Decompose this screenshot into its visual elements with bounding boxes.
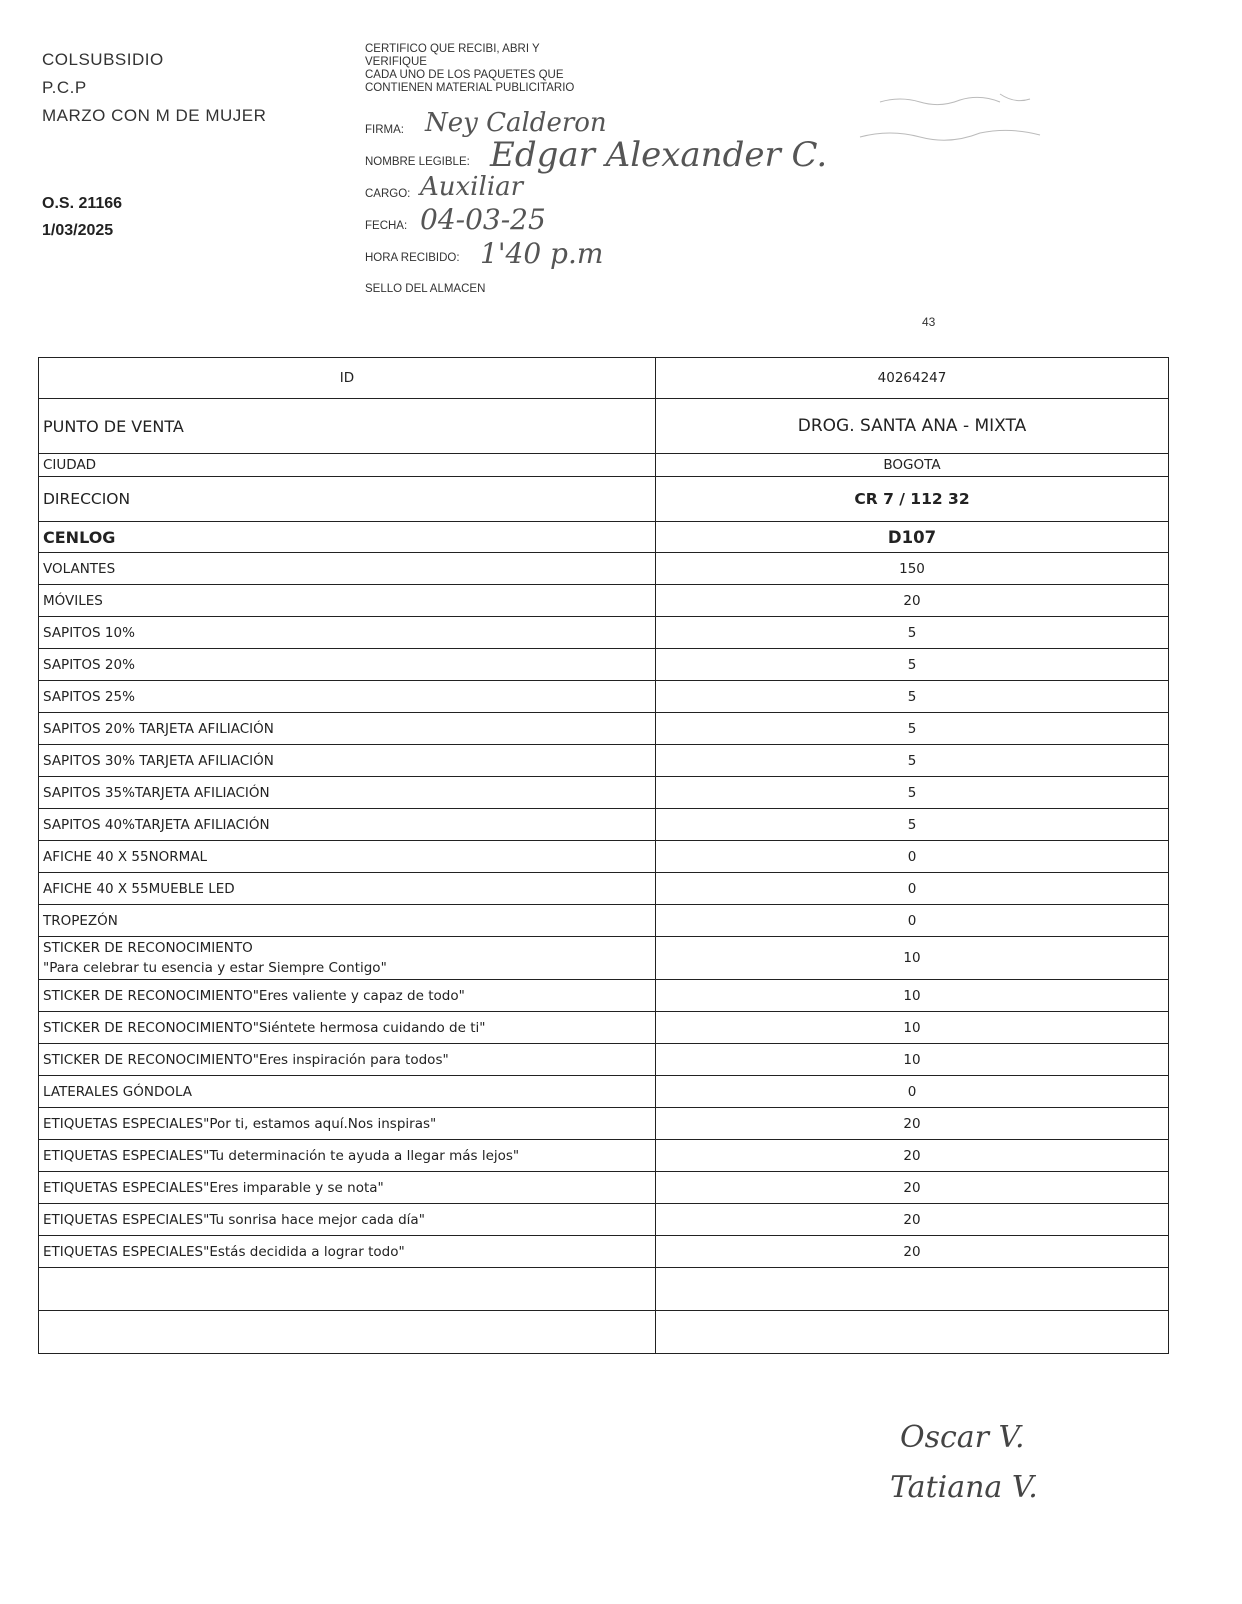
item-label: SAPITOS 30% TARJETA AFILIACIÓN: [39, 745, 656, 777]
item-quantity: 0: [656, 1076, 1169, 1108]
item-quantity: 5: [656, 649, 1169, 681]
table-row: [39, 745, 1169, 777]
table-row: [39, 358, 1169, 399]
item-quantity: 20: [656, 1236, 1169, 1268]
table-row: [39, 1044, 1169, 1076]
ciudad-label: CIUDAD: [39, 454, 656, 477]
item-label: STICKER DE RECONOCIMIENTO"Siéntete hermosa cuidando de ti": [39, 1012, 656, 1044]
punto-venta-value: DROG. SANTA ANA - MIXTA: [656, 399, 1169, 454]
item-label: ETIQUETAS ESPECIALES"Eres imparable y se nota": [39, 1172, 656, 1204]
cargo-label: CARGO:: [365, 188, 411, 200]
hora-handwritten: 1'40 p.m: [480, 237, 604, 270]
item-label: LATERALES GÓNDOLA: [39, 1076, 656, 1108]
item-quantity: 5: [656, 681, 1169, 713]
table-row: [39, 477, 1169, 522]
item-quantity: 150: [656, 553, 1169, 585]
order-number: O.S. 21166: [42, 195, 123, 212]
sello-label: SELLO DEL ALMACEN: [365, 283, 486, 295]
empty-cell: [656, 1311, 1169, 1354]
empty-cell: [656, 1268, 1169, 1311]
table-row: [39, 649, 1169, 681]
table-row: [39, 454, 1169, 477]
page-number: 43: [922, 315, 936, 329]
item-quantity: 5: [656, 617, 1169, 649]
hora-label: HORA RECIBIDO:: [365, 252, 460, 264]
certificate-line: CADA UNO DE LOS PAQUETES QUE: [365, 69, 564, 81]
table-row: [39, 399, 1169, 454]
signature-oscar: Oscar V.: [900, 1420, 1025, 1455]
table-row: [39, 522, 1169, 553]
item-label: MÓVILES: [39, 585, 656, 617]
item-quantity: 20: [656, 585, 1169, 617]
item-quantity: 0: [656, 841, 1169, 873]
item-label: SAPITOS 20% TARJETA AFILIACIÓN: [39, 713, 656, 745]
item-label: AFICHE 40 X 55NORMAL: [39, 841, 656, 873]
table-row: [39, 1236, 1169, 1268]
item-quantity: 5: [656, 713, 1169, 745]
empty-cell: [39, 1268, 656, 1311]
item-quantity: 10: [656, 1012, 1169, 1044]
table-row: [39, 1172, 1169, 1204]
fecha-handwritten: 04-03-25: [420, 203, 546, 236]
item-quantity: 0: [656, 905, 1169, 937]
table-row: [39, 809, 1169, 841]
table-row: [39, 1204, 1169, 1236]
item-label: VOLANTES: [39, 553, 656, 585]
direccion-value: CR 7 / 112 32: [656, 477, 1169, 522]
campaign-name: MARZO CON M DE MUJER: [42, 106, 267, 125]
certificate-text: [365, 43, 665, 95]
table-row: [39, 841, 1169, 873]
table-row: [39, 905, 1169, 937]
item-label-line1: STICKER DE RECONOCIMIENTO: [43, 940, 253, 956]
cenlog-value: D107: [656, 522, 1169, 553]
item-quantity: 10: [656, 937, 1169, 980]
item-quantity: 20: [656, 1140, 1169, 1172]
order-date: 1/03/2025: [42, 222, 114, 239]
empty-cell: [39, 1311, 656, 1354]
table-row: [39, 873, 1169, 905]
direccion-label: DIRECCION: [39, 477, 656, 522]
table-row: [39, 777, 1169, 809]
cenlog-label: CENLOG: [39, 522, 656, 553]
item-label: STICKER DE RECONOCIMIENTO"Eres valiente y capaz de todo": [39, 980, 656, 1012]
item-quantity: 0: [656, 873, 1169, 905]
id-value: 40264247: [656, 358, 1169, 399]
punto-venta-label: PUNTO DE VENTA: [39, 399, 656, 454]
empty-row: [39, 1311, 1169, 1354]
item-label: STICKER DE RECONOCIMIENTO"Eres inspiración para todos": [39, 1044, 656, 1076]
item-label: SAPITOS 10%: [39, 617, 656, 649]
header-order-block: [42, 190, 122, 244]
item-label: SAPITOS 35%TARJETA AFILIACIÓN: [39, 777, 656, 809]
table-row: [39, 681, 1169, 713]
item-label: AFICHE 40 X 55MUEBLE LED: [39, 873, 656, 905]
firma-signature: Ney Calderon: [425, 108, 607, 138]
delivery-table: [38, 357, 1169, 1354]
item-quantity: 20: [656, 1172, 1169, 1204]
item-quantity: 20: [656, 1204, 1169, 1236]
item-label-line2: "Para celebrar tu esencia y estar Siempre Contigo": [43, 960, 387, 976]
cargo-handwritten: Auxiliar: [420, 172, 524, 202]
table-row: [39, 980, 1169, 1012]
item-label: TROPEZÓN: [39, 905, 656, 937]
item-label: SAPITOS 25%: [39, 681, 656, 713]
table-row: [39, 1108, 1169, 1140]
id-label: ID: [39, 358, 656, 399]
item-label: ETIQUETAS ESPECIALES"Estás decidida a lograr todo": [39, 1236, 656, 1268]
table-row: [39, 1076, 1169, 1108]
table-row: [39, 1140, 1169, 1172]
item-quantity: 20: [656, 1108, 1169, 1140]
faded-stamp-image: [850, 82, 1050, 152]
empty-row: [39, 1268, 1169, 1311]
item-label: SAPITOS 40%TARJETA AFILIACIÓN: [39, 809, 656, 841]
item-quantity: 5: [656, 777, 1169, 809]
header-company-block: [42, 46, 266, 130]
item-quantity: 10: [656, 1044, 1169, 1076]
item-label: ETIQUETAS ESPECIALES"Tu determinación te ayuda a llegar más lejos": [39, 1140, 656, 1172]
nombre-label: NOMBRE LEGIBLE:: [365, 156, 470, 168]
signature-tatiana: Tatiana V.: [890, 1470, 1038, 1505]
table-row: [39, 1012, 1169, 1044]
nombre-handwritten: Edgar Alexander C.: [490, 135, 828, 175]
item-quantity: 5: [656, 809, 1169, 841]
certificate-line: CERTIFICO QUE RECIBI, ABRI Y: [365, 43, 540, 55]
ciudad-value: BOGOTA: [656, 454, 1169, 477]
certificate-line: VERIFIQUE: [365, 56, 427, 68]
table-row: [39, 937, 1169, 980]
certificate-line: CONTIENEN MATERIAL PUBLICITARIO: [365, 82, 575, 94]
item-label: ETIQUETAS ESPECIALES"Tu sonrisa hace mejor cada día": [39, 1204, 656, 1236]
item-label: ETIQUETAS ESPECIALES"Por ti, estamos aquí.Nos inspiras": [39, 1108, 656, 1140]
fecha-label: FECHA:: [365, 220, 408, 232]
item-quantity: 5: [656, 745, 1169, 777]
table-row: [39, 617, 1169, 649]
unit-name: P.C.P: [42, 78, 87, 97]
firma-label: FIRMA:: [365, 124, 404, 136]
table-row: [39, 553, 1169, 585]
company-name: COLSUBSIDIO: [42, 50, 164, 69]
table-row: [39, 585, 1169, 617]
table-row: [39, 713, 1169, 745]
item-label: SAPITOS 20%: [39, 649, 656, 681]
item-quantity: 10: [656, 980, 1169, 1012]
item-label-two-line: [39, 937, 656, 980]
